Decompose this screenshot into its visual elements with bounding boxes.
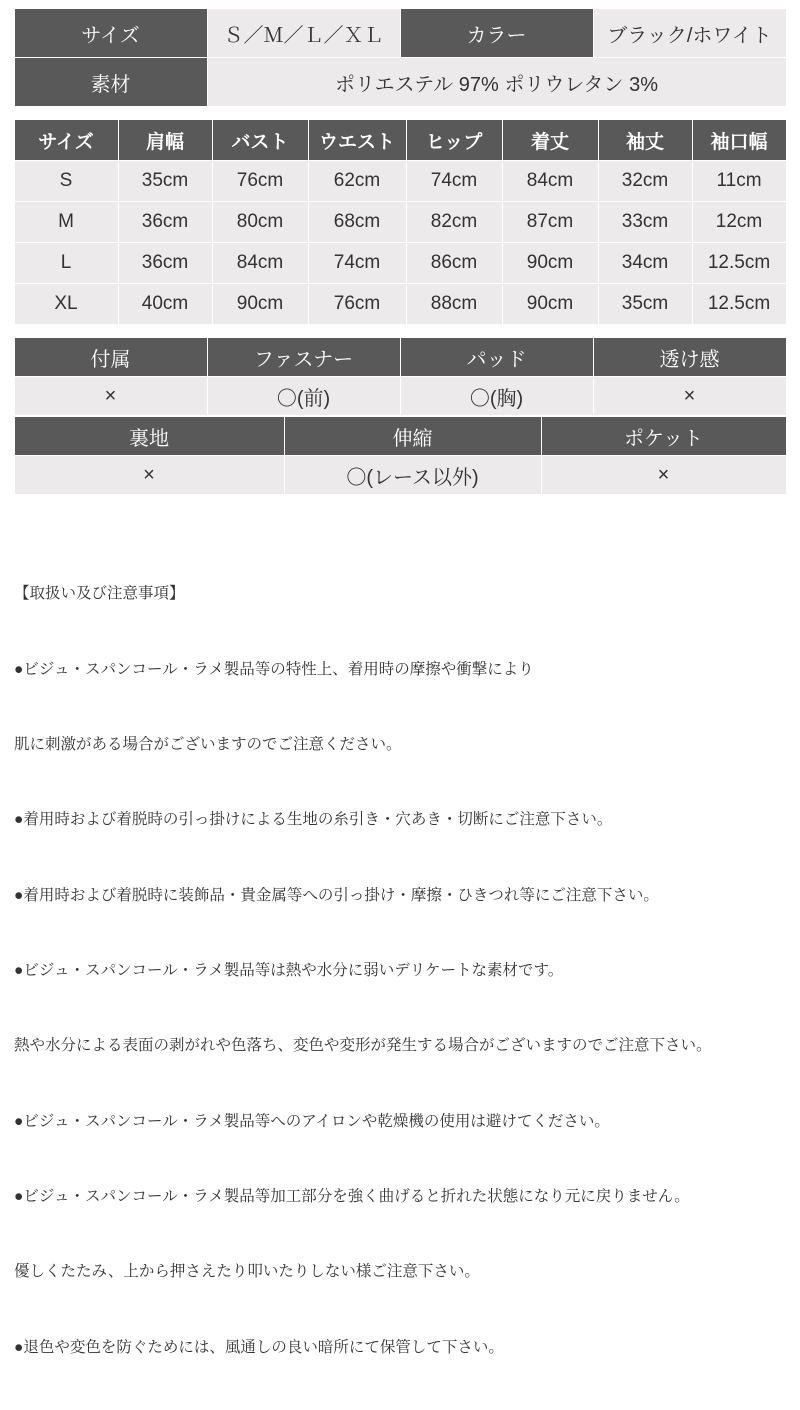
care-note-line: ●着用時および着脱時に装飾品・貴金属等への引っ掛け・摩擦・ひきつれ等にご注意下さい。: [14, 886, 659, 904]
size-cell: M: [14, 202, 118, 243]
size-col-header: 着丈: [502, 120, 598, 161]
table-row: [14, 161, 786, 202]
size-col-header: バスト: [212, 120, 308, 161]
spec-value-material: ポリエステル 97% ポリウレタン 3%: [207, 58, 786, 107]
size-cell: S: [14, 161, 118, 202]
feature-label-pad: パッド: [400, 338, 593, 377]
size-cell: 74cm: [308, 243, 406, 284]
size-cell: 11cm: [692, 161, 786, 202]
size-cell: 84cm: [212, 243, 308, 284]
care-note-line: ●ビジュ・スパンコール・ラメ製品等は熱や水分に弱いデリケートな素材です。: [14, 961, 564, 979]
spec-value-size: Ｓ／Ｍ／Ｌ／ＸＬ: [207, 9, 400, 58]
feature-value-accessory: ×: [14, 377, 207, 416]
spec-label-color: カラー: [400, 9, 593, 58]
size-cell: 35cm: [118, 161, 212, 202]
feature-value-pocket: ×: [541, 456, 786, 495]
table-row: [14, 202, 786, 243]
size-cell: 36cm: [118, 243, 212, 284]
size-cell: 68cm: [308, 202, 406, 243]
spec-label-size: サイズ: [14, 9, 207, 58]
feature-value-sheerness: ×: [593, 377, 786, 416]
size-cell: L: [14, 243, 118, 284]
size-cell: 35cm: [598, 284, 692, 325]
product-spec-page: [0, 8, 800, 1356]
feature-value-stretch: 〇(レース以外): [284, 456, 541, 495]
feature-value-pad: 〇(胸): [400, 377, 593, 416]
size-cell: 76cm: [212, 161, 308, 202]
feature-value-lining: ×: [14, 456, 284, 495]
feature-label-sheerness: 透け感: [593, 338, 786, 377]
table-row: [14, 243, 786, 284]
size-cell: 90cm: [502, 243, 598, 284]
size-cell: 36cm: [118, 202, 212, 243]
features-value-row: [14, 377, 786, 416]
spec-row: [14, 9, 786, 58]
size-col-header: サイズ: [14, 120, 118, 161]
size-cell: 80cm: [212, 202, 308, 243]
size-col-header: 肩幅: [118, 120, 212, 161]
size-cell: 87cm: [502, 202, 598, 243]
care-notes-title: 【取扱い及び注意事項】: [14, 585, 185, 603]
size-cell: 88cm: [406, 284, 502, 325]
size-cell: 12.5cm: [692, 243, 786, 284]
size-col-header: ウエスト: [308, 120, 406, 161]
size-col-header: ヒップ: [406, 120, 502, 161]
features-header-row: [14, 338, 786, 377]
care-note-line: 優しくたたみ、上から押さえたり叩いたりしない様ご注意下さい。: [14, 1263, 480, 1281]
care-note-line: ●ビジュ・スパンコール・ラメ製品等加工部分を強く曲げると折れた状態になり元に戻りません。: [14, 1187, 690, 1205]
care-note-line: ●ビジュ・スパンコール・ラメ製品等へのアイロンや乾燥機の使用は避けてください。: [14, 1112, 610, 1130]
size-cell: 12.5cm: [692, 284, 786, 325]
care-notes: [14, 531, 786, 1410]
care-note-line: ●退色や変色を防ぐためには、風通しの良い暗所にて保管して下さい。: [14, 1338, 504, 1356]
feature-label-pocket: ポケット: [541, 417, 786, 456]
features-value-row: [14, 456, 786, 495]
size-cell: 34cm: [598, 243, 692, 284]
feature-value-zipper: 〇(前): [207, 377, 400, 416]
feature-label-lining: 裏地: [14, 417, 284, 456]
size-cell: 12cm: [692, 202, 786, 243]
size-col-header: 袖口幅: [692, 120, 786, 161]
spec-value-color: ブラック/ホワイト: [593, 9, 786, 58]
size-cell: XL: [14, 284, 118, 325]
size-cell: 74cm: [406, 161, 502, 202]
feature-label-zipper: ファスナー: [207, 338, 400, 377]
size-cell: 76cm: [308, 284, 406, 325]
size-cell: 32cm: [598, 161, 692, 202]
care-note-line: ●着用時および着脱時の引っ掛けによる生地の糸引き・穴あき・切断にご注意下さい。: [14, 811, 613, 829]
spec-table: [14, 8, 787, 107]
care-note-line: ●ビジュ・スパンコール・ラメ製品等の特性上、着用時の摩擦や衝撃により: [14, 660, 534, 678]
size-cell: 90cm: [502, 284, 598, 325]
size-table: [14, 119, 787, 325]
size-cell: 33cm: [598, 202, 692, 243]
features-table-1: [14, 337, 787, 416]
care-note-line: 肌に刺激がある場合がございますのでご注意ください。: [14, 735, 402, 753]
size-cell: 40cm: [118, 284, 212, 325]
size-cell: 86cm: [406, 243, 502, 284]
features-table-2: [14, 416, 787, 495]
features-header-row: [14, 417, 786, 456]
size-cell: 82cm: [406, 202, 502, 243]
table-row: [14, 284, 786, 325]
size-cell: 62cm: [308, 161, 406, 202]
feature-label-accessory: 付属: [14, 338, 207, 377]
size-col-header: 袖丈: [598, 120, 692, 161]
spec-label-material: 素材: [14, 58, 207, 107]
size-table-header-row: [14, 120, 786, 161]
size-cell: 90cm: [212, 284, 308, 325]
care-note-line: 熱や水分による表面の剥がれや色落ち、変色や変形が発生する場合がございますのでご注意下さい。: [14, 1037, 712, 1055]
spec-row: [14, 58, 786, 107]
feature-label-stretch: 伸縮: [284, 417, 541, 456]
size-cell: 84cm: [502, 161, 598, 202]
